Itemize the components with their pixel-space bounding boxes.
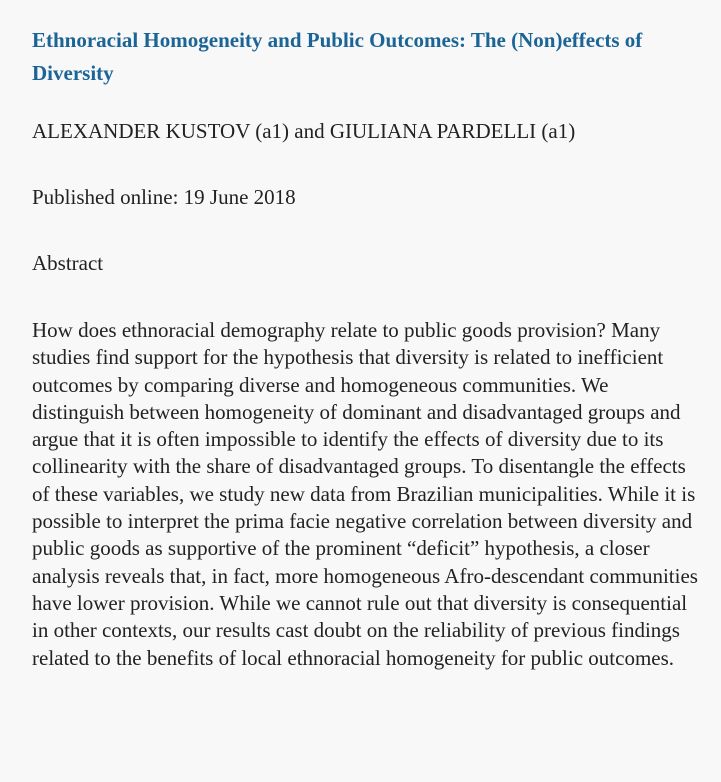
article-title-link[interactable]: Ethnoracial Homogeneity and Public Outcomes: The (Non)effects of Diversity [32,28,643,85]
abstract-heading: Abstract [32,251,104,275]
publication-date: Published online: 19 June 2018 [32,185,296,209]
abstract-text: How does ethnoracial demography relate to public goods provision? Many studies find support for the hypothesis that diversity is related to inefficient outcomes by comparing diverse and homogeneous communities. We distinguish between homogeneity of dominant and disadvantaged groups and argue that it is often impossible to identify the effects of diversity due to its collinearity with the share of disadvantaged groups. To disentangle the effects of these variables, we study new data from Brazilian municipalities. While it is possible to interpret the prima facie negative correlation between diversity and public goods as supportive of the prominent “deficit” hypothesis, a closer analysis reveals that, in fact, more homogeneous Afro-descendant communities have lower provision. While we cannot rule out that diversity is consequential in other contexts, our results cast doubt on the reliability of previous findings related to the benefits of local ethnoracial homogeneity for public outcomes. [32,318,698,670]
article-authors: ALEXANDER KUSTOV (a1) and GIULIANA PARDELLI (a1) [32,119,576,143]
